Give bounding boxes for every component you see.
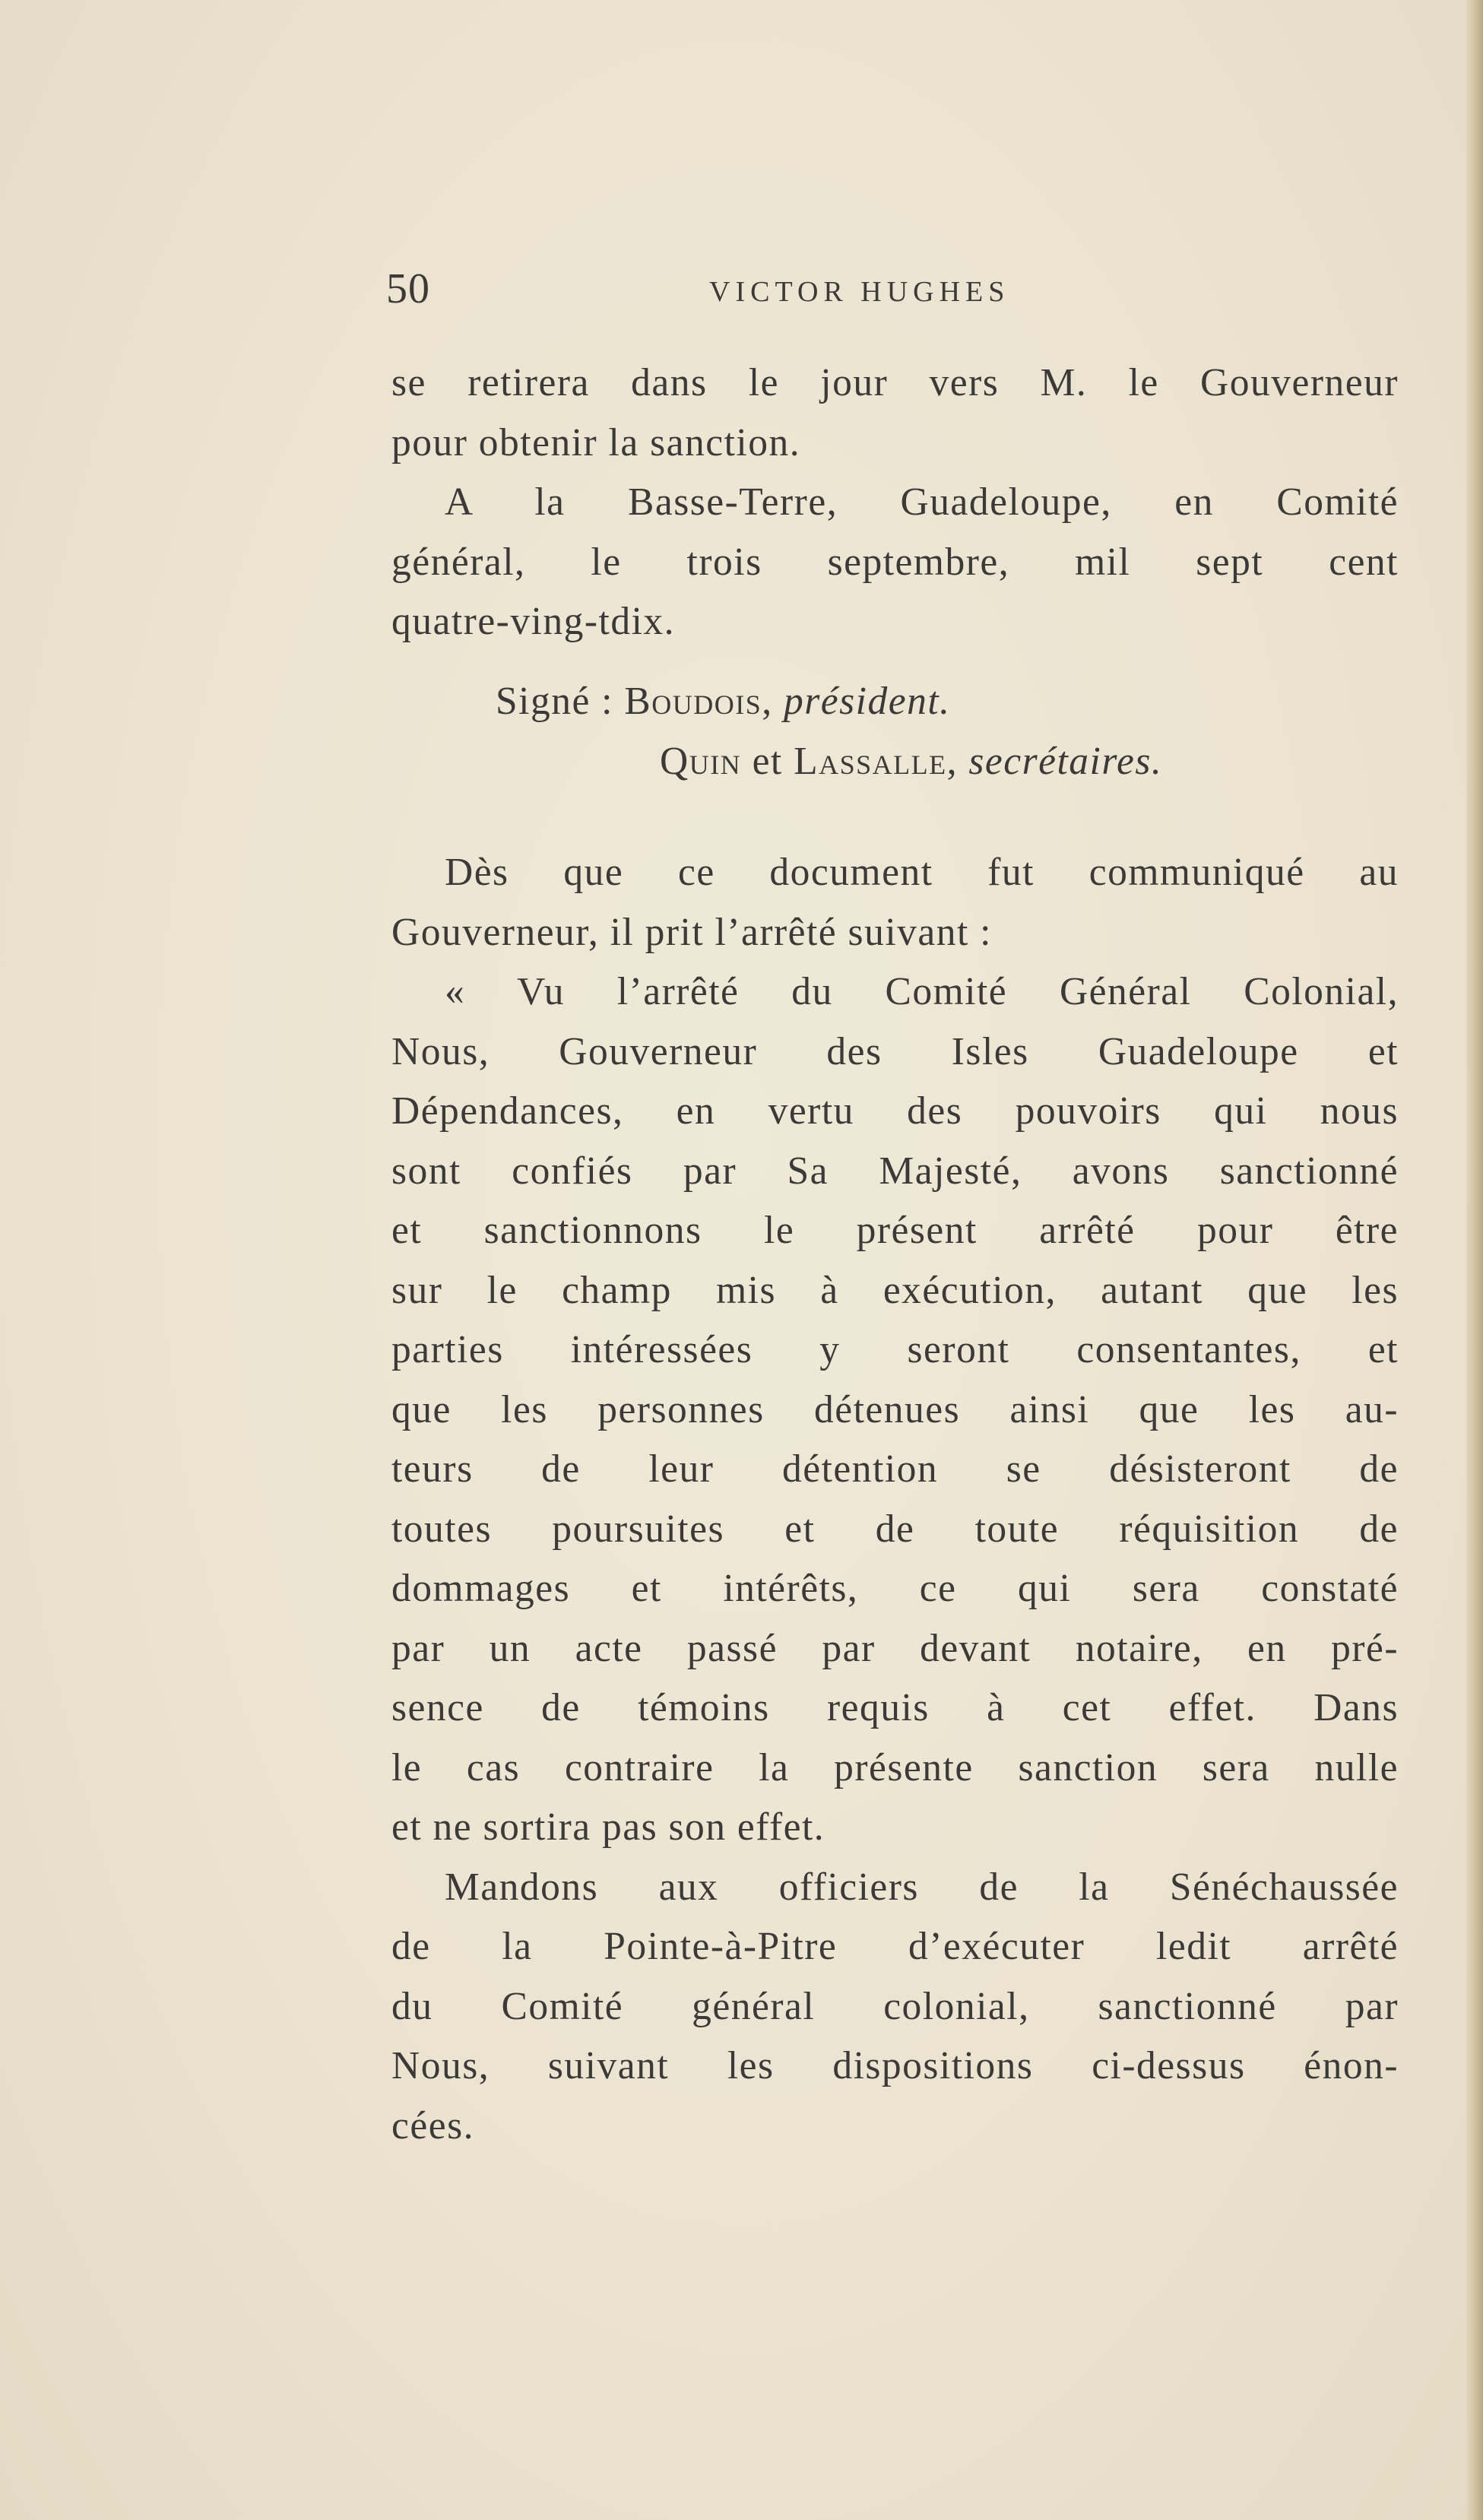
text-line: du Comité général colonial, sanctionné par	[391, 1984, 1399, 2028]
signature-title-secretaires: secrétaires.	[968, 740, 1163, 783]
page-number: 50	[386, 265, 430, 312]
text-line: et ne sortira pas son effet.	[391, 1805, 825, 1849]
text-line: pour obtenir la sanction.	[391, 420, 801, 464]
running-title: VICTOR HUGHES	[709, 276, 1010, 308]
text-line: le cas contraire la présente sanction sera nulle	[391, 1745, 1399, 1789]
paragraph-block-1	[391, 353, 1399, 652]
text-line: dommages et intérêts, ce qui sera constaté	[391, 1567, 1399, 1610]
signature-title-president: président.	[783, 680, 951, 723]
page-edge-shadow	[1466, 0, 1483, 2520]
signature-name-lassalle: Lassalle	[794, 740, 947, 783]
signature-prefix: Signé :	[496, 680, 625, 723]
text-line: général, le trois septembre, mil sept cent	[391, 540, 1399, 584]
text-line: teurs de leur détention se désisteront de	[391, 1447, 1399, 1491]
text-line: « Vu l’arrêté du Comité Général Colonial,	[445, 970, 1399, 1013]
signature-line-2: Quin et Lassalle, secrétaires.	[660, 740, 1163, 783]
text-line: quatre-ving-tdix.	[391, 600, 676, 643]
signature-name-quin: Quin	[660, 740, 742, 783]
text-line: que les personnes détenues ainsi que les au-	[391, 1387, 1399, 1431]
text-line: Gouverneur, il prit l’arrêté suivant :	[391, 910, 992, 954]
text-line: sence de témoins requis à cet effet. Dans	[391, 1686, 1399, 1729]
text-line: A la Basse-Terre, Guadeloupe, en Comité	[445, 480, 1399, 524]
signature-line-1: Signé : Boudois, président.	[496, 680, 951, 723]
text-line: par un acte passé par devant notaire, en pré-	[391, 1626, 1399, 1670]
text-line: Dès que ce document fut communiqué au	[445, 851, 1399, 894]
page-header	[386, 265, 1412, 318]
paragraph-block-2	[391, 843, 1399, 2156]
text-line: toutes poursuites et de toute réquisition de	[391, 1507, 1399, 1551]
text-line: sur le champ mis à exécution, autant que les	[391, 1268, 1399, 1312]
text-line: Mandons aux officiers de la Sénéchaussée	[445, 1865, 1399, 1909]
text-line: cées.	[391, 2103, 474, 2148]
text-line: de la Pointe-à-Pitre d’exécuter ledit arrêté	[391, 1925, 1399, 1968]
text-line: se retirera dans le jour vers M. le Gouverneur	[391, 361, 1399, 404]
text-line: Nous, Gouverneur des Isles Guadeloupe et	[391, 1029, 1399, 1073]
text-line: sont confiés par Sa Majesté, avons sanctionné	[391, 1149, 1399, 1193]
text-line: et sanctionnons le présent arrêté pour être	[391, 1209, 1399, 1252]
signature-name-boudois: Boudois	[624, 680, 762, 723]
text-line: Nous, suivant les dispositions ci-dessus énon-	[391, 2044, 1399, 2087]
text-line: Dépendances, en vertu des pouvoirs qui nous	[391, 1089, 1399, 1133]
signature-and: et	[741, 740, 794, 783]
text-line: parties intéressées y seront consentantes, et	[391, 1328, 1399, 1371]
